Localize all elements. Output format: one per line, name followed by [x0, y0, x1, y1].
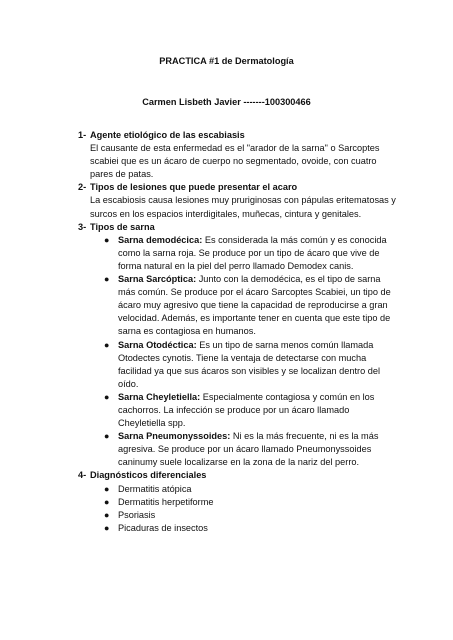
item-text: Junto con la demodécica, es el tipo de sarna más común. Se produce por el ácaro Sarcoptes Scabiei, un tipo de ácaro muy agresivo que tiene la capacidad de reproducirse a gran velocidad. Además, es importante tener en cuenta que este tipo de sarna es contagiosa en humanos.	[118, 274, 391, 337]
section-number: 2-	[78, 182, 87, 193]
item-term: Sarna Pneumonyssoides:	[118, 431, 231, 442]
section-number: 4-	[78, 470, 87, 481]
section-number: 3-	[78, 221, 87, 232]
section-1	[78, 129, 398, 181]
item-text: Es un tipo de sarna menos común llamada Otodectes cynotis. Tiene la ventaja de detectarse con mucha facilidad ya que sus ácaros son visibles y se localizan dentro del oído.	[118, 339, 380, 389]
item-term: Sarna Cheyletiella:	[118, 391, 201, 402]
list-item	[104, 483, 398, 496]
section-4	[78, 469, 398, 534]
item-text: Es considerada la más común y es conocida como la sarna roja. Se produce por un tipo de ácaro que vive de forma natural en la piel del perro llamado Demodex canis.	[118, 234, 387, 271]
bullet-icon: ●	[104, 339, 110, 350]
section-number: 1-	[78, 130, 87, 140]
list-item	[104, 234, 398, 273]
list-item	[104, 430, 398, 469]
item-text: Dermatitis atópica	[118, 483, 192, 494]
section-heading: Diagnósticos diferenciales	[90, 470, 207, 481]
section-heading: Agente etiológico de las escabiasis	[90, 130, 245, 140]
sarna-types-list	[90, 234, 398, 470]
section-text: La escabiosis causa lesiones muy pruriginosas con pápulas eritematosas y surcos en los espacios interdigitales, muñecas, cintura y genitales.	[90, 195, 396, 219]
document-body	[78, 129, 398, 535]
author-line: Carmen Lisbeth Javier -------100300466	[142, 97, 311, 107]
bullet-icon: ●	[104, 483, 110, 494]
section-heading: Tipos de sarna	[90, 221, 155, 232]
section-heading: Tipos de lesiones que puede presentar el acaro	[90, 182, 298, 193]
document-title: PRACTICA #1 de Dermatología	[159, 56, 294, 66]
list-item	[104, 391, 398, 430]
section-3	[78, 221, 398, 470]
bullet-icon: ●	[104, 496, 110, 507]
item-term: Sarna Otodéctica:	[118, 339, 197, 350]
item-text: Psoriasis	[118, 509, 156, 520]
section-text: El causante de esta enfermedad es el "arador de la sarna" o Sarcoptes scabiei que es un ácaro de cuerpo no segmentado, ovoide, con cuatro pares de patas.	[90, 143, 380, 180]
bullet-icon: ●	[104, 431, 110, 442]
list-item	[104, 273, 398, 338]
item-text: Picaduras de insectos	[118, 522, 208, 533]
list-item	[104, 496, 398, 509]
bullet-icon: ●	[104, 391, 110, 402]
bullet-icon: ●	[104, 522, 110, 533]
list-item	[104, 509, 398, 522]
item-text: Ni es la más frecuente, ni es la más agresiva. Se produce por un ácaro llamado Pneumonyssoides caninumy suele localizarse en la zona de la nariz del perro.	[118, 431, 379, 468]
item-term: Sarna Sarcóptica:	[118, 274, 197, 285]
list-item	[104, 339, 398, 391]
item-text: Dermatitis herpetiforme	[118, 496, 214, 507]
item-text: Especialmente contagiosa y común en los cachorros. La infección se produce por un ácaro llamado Cheyletiella spp.	[118, 391, 375, 429]
diagnosis-list	[90, 483, 398, 535]
item-term: Sarna demodécica:	[118, 234, 203, 245]
list-item	[104, 522, 398, 535]
bullet-icon: ●	[104, 509, 110, 520]
bullet-icon: ●	[104, 274, 110, 285]
bullet-icon: ●	[104, 234, 110, 245]
section-2	[78, 181, 398, 220]
